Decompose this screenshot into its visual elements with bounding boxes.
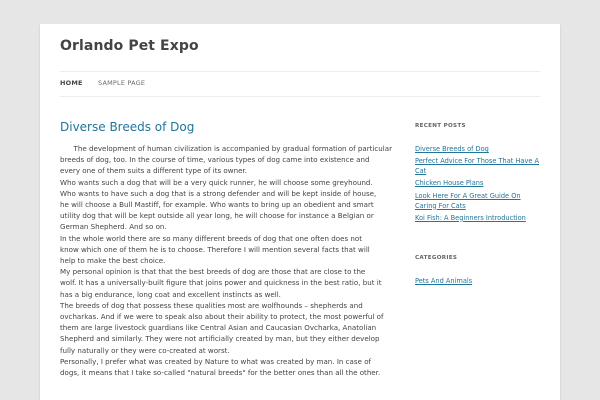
post-line: help to make the best choice. [60,256,166,266]
main-navigation [60,71,540,97]
recent-post-item [415,213,543,223]
post-line: dogs, it means that I take so-called "natural breeds" for the better ones than all the other. [60,368,381,378]
post-line: he will choose a Bull Mastiff, for example. Who wants to bring up an obedient and smart [60,200,374,210]
recent-post-link[interactable]: Look Here For A Great Guide On Caring For Cats [415,191,521,210]
recent-posts-title: RECENT POSTS [415,123,466,129]
post-line: has a big endurance, long coat and excellent instincts as well. [60,289,281,299]
site-title[interactable]: Orlando Pet Expo [60,38,199,54]
post-line: My personal opinion is that that the best breeds of dog are those that are close to the [60,267,366,277]
post-line: fully naturally or they were co-created at worst. [60,345,230,355]
categories-title: CATEGORIES [415,255,458,261]
recent-post-link[interactable]: Chicken House Plans [415,179,484,188]
recent-post-item [415,156,543,176]
post-line: Who wants to have such a dog that is a strong defender and will be kept inside of house, [60,188,377,198]
post-line: every one of them suits a different type of its owner. [60,166,247,176]
post-line: breeds of dog, too. In the course of time, various types of dog came into existence and [60,155,370,165]
post-line: them are large livestock guardians like Central Asian and Caucasian Ovcharka, Anatolian [60,323,377,333]
post-line: The development of human civilization is accompanied by gradual formation of particular [60,144,393,153]
post-line: ovcharkas. And if we were to speak also about their ability to protect, the most powerful of [60,312,384,322]
category-item [415,276,543,286]
recent-posts-list [415,144,543,225]
post-line: wolf. It has a universally-built figure that joins power and quickness in the best ratio, but it [60,278,382,288]
post-title[interactable]: Diverse Breeds of Dog [60,120,195,134]
category-link[interactable]: Pets And Animals [415,277,473,285]
recent-post-link[interactable]: Diverse Breeds of Dog [415,145,489,153]
nav-home[interactable]: HOME [60,79,83,87]
post-line: Personally, I prefer what was created by Nature to what was created by man. In case of [60,356,372,366]
recent-post-item [415,144,543,154]
post-line: The breeds of dog that possess these qualities most are wolfhounds – shepherds and [60,300,363,310]
recent-post-link[interactable]: Perfect Advice For Those That Have A Cat [415,157,540,176]
post-line: know which one of them he is to choose. Therefore I will mention several facts that will [60,244,370,254]
post-line: German Shepherd. And so on. [60,222,167,232]
post-line: utility dog that will be kept outside all year long, he will choose for instance a Belgian or [60,211,374,221]
page-container [40,24,560,400]
recent-post-item [415,191,543,211]
recent-post-link[interactable]: Koi Fish: A Beginners Introduction [415,213,526,222]
post-line: In the whole world there are so many different breeds of dog that one often does not [60,233,363,243]
recent-post-item [415,178,543,188]
nav-sample-page[interactable]: SAMPLE PAGE [98,79,146,87]
post-line: Shepherd and similarly. They were not artificially created by man, but they either develop [60,334,380,344]
post-line: Who wants such a dog that will be a very quick runner, he will choose some greyhound. [60,177,373,187]
post-body [60,143,393,378]
categories-list [415,276,543,288]
